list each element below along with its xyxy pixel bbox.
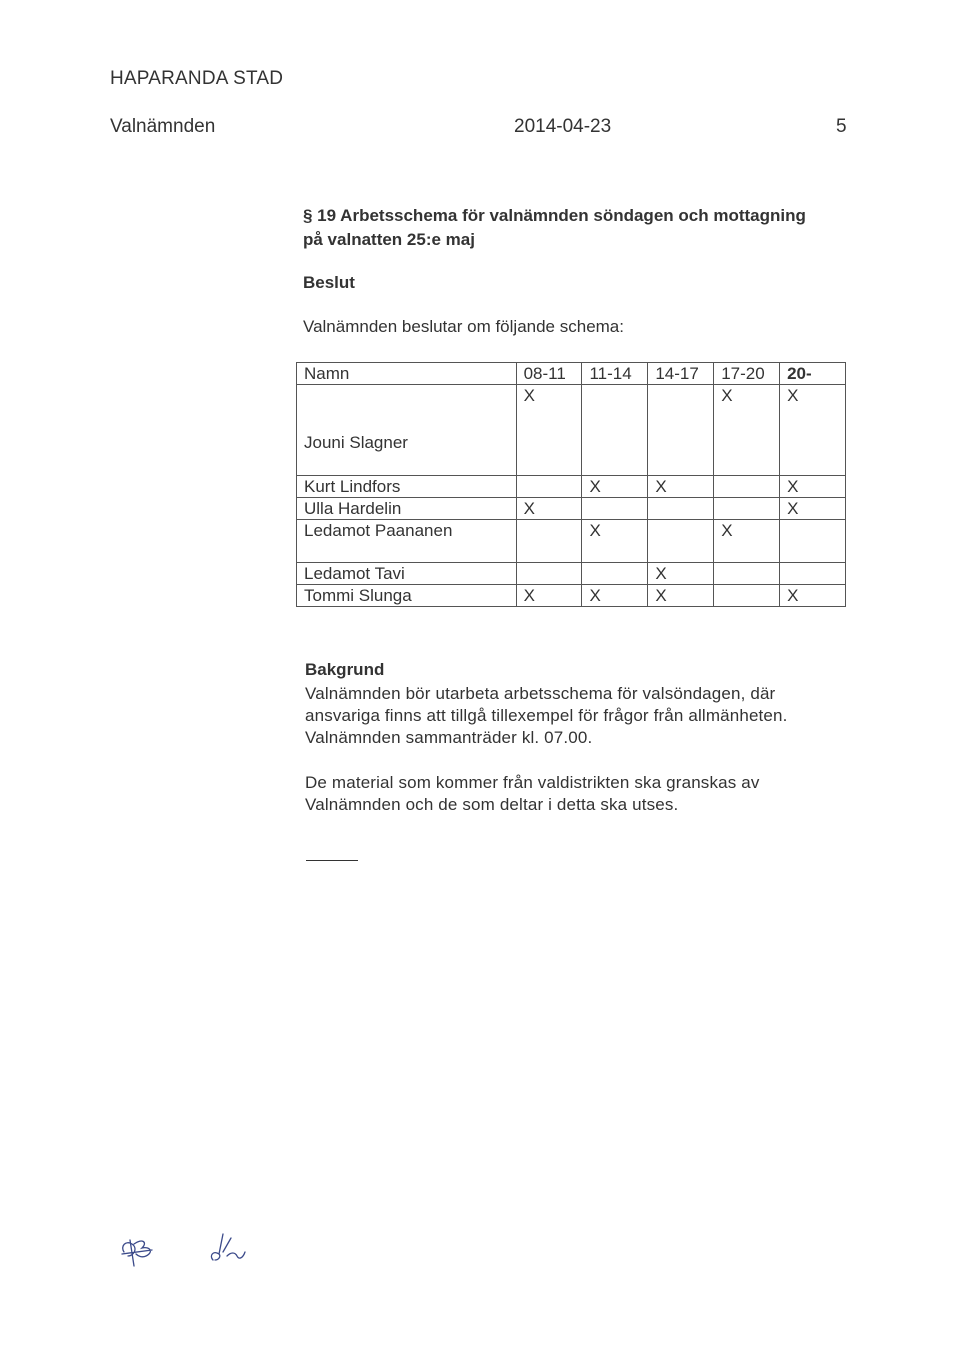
- schedule-cell: X: [648, 585, 714, 607]
- row-name: Ledamot Tavi: [297, 563, 517, 585]
- row-name: Tommi Slunga: [297, 585, 517, 607]
- column-header-20: 20-: [780, 363, 846, 385]
- row-name: Ulla Hardelin: [297, 498, 517, 520]
- table-row: [297, 498, 846, 520]
- schedule-cell: [714, 498, 780, 520]
- column-header-08-11: 08-11: [516, 363, 582, 385]
- schedule-cell: [714, 585, 780, 607]
- schedule-cell: X: [780, 585, 846, 607]
- schedule-cell: [516, 476, 582, 498]
- row-name: Kurt Lindfors: [297, 476, 517, 498]
- schedule-header-row: [297, 363, 846, 385]
- schedule-cell: X: [714, 520, 780, 563]
- schedule-cell: [582, 385, 648, 476]
- page-number: 5: [836, 116, 847, 137]
- schedule-cell: X: [516, 385, 582, 476]
- schedule-cell: [582, 498, 648, 520]
- schedule-cell: [780, 520, 846, 563]
- schedule-cell: [516, 520, 582, 563]
- schedule-cell: X: [582, 520, 648, 563]
- schedule-cell: X: [516, 585, 582, 607]
- schedule-cell: X: [582, 585, 648, 607]
- schedule-cell: [714, 563, 780, 585]
- schedule-cell: [648, 498, 714, 520]
- schedule-cell: X: [714, 385, 780, 476]
- row-name: Ledamot Paananen: [297, 520, 517, 563]
- background-paragraph-2: De material som kommer från valdistrikten ska granskas av Valnämnden och de som deltar i detta ska utses.: [305, 773, 760, 814]
- schedule-cell: X: [780, 498, 846, 520]
- section-title: § 19 Arbetsschema för valnämnden söndagen och mottagning på valnatten 25:e maj: [303, 206, 806, 249]
- background-paragraph-1: Valnämnden bör utarbeta arbetsschema för valsöndagen, där ansvariga finns att tillgå tillexempel för frågor från allmänheten. Valnämnden sammanträder kl. 07.00.: [305, 684, 788, 747]
- organization-name: HAPARANDA STAD: [110, 68, 284, 89]
- initials-signature-1: [112, 1230, 172, 1270]
- table-row: [297, 476, 846, 498]
- schedule-cell: X: [780, 385, 846, 476]
- schedule-table: [296, 362, 846, 607]
- section-end-rule: [306, 860, 358, 861]
- decision-heading: Beslut: [303, 273, 355, 292]
- schedule-cell: [648, 520, 714, 563]
- column-header-14-17: 14-17: [648, 363, 714, 385]
- schedule-cell: X: [582, 476, 648, 498]
- table-row: [297, 520, 846, 563]
- initials-signature-2: [205, 1230, 255, 1270]
- schedule-cell: [780, 563, 846, 585]
- schedule-cell: X: [648, 563, 714, 585]
- table-row: [297, 585, 846, 607]
- schedule-cell: X: [516, 498, 582, 520]
- schedule-cell: [582, 563, 648, 585]
- schedule-cell: [648, 385, 714, 476]
- committee-name: Valnämnden: [110, 116, 216, 137]
- decision-intro: Valnämnden beslutar om följande schema:: [303, 317, 624, 336]
- schedule-cell: [714, 476, 780, 498]
- table-row: [297, 563, 846, 585]
- table-row: [297, 385, 846, 476]
- schedule-cell: X: [780, 476, 846, 498]
- background-heading: Bakgrund: [305, 660, 385, 679]
- row-name: Jouni Slagner: [297, 385, 517, 476]
- document-date: 2014-04-23: [514, 116, 612, 137]
- column-header-name: Namn: [297, 363, 517, 385]
- schedule-cell: [516, 563, 582, 585]
- schedule-cell: X: [648, 476, 714, 498]
- column-header-17-20: 17-20: [714, 363, 780, 385]
- column-header-11-14: 11-14: [582, 363, 648, 385]
